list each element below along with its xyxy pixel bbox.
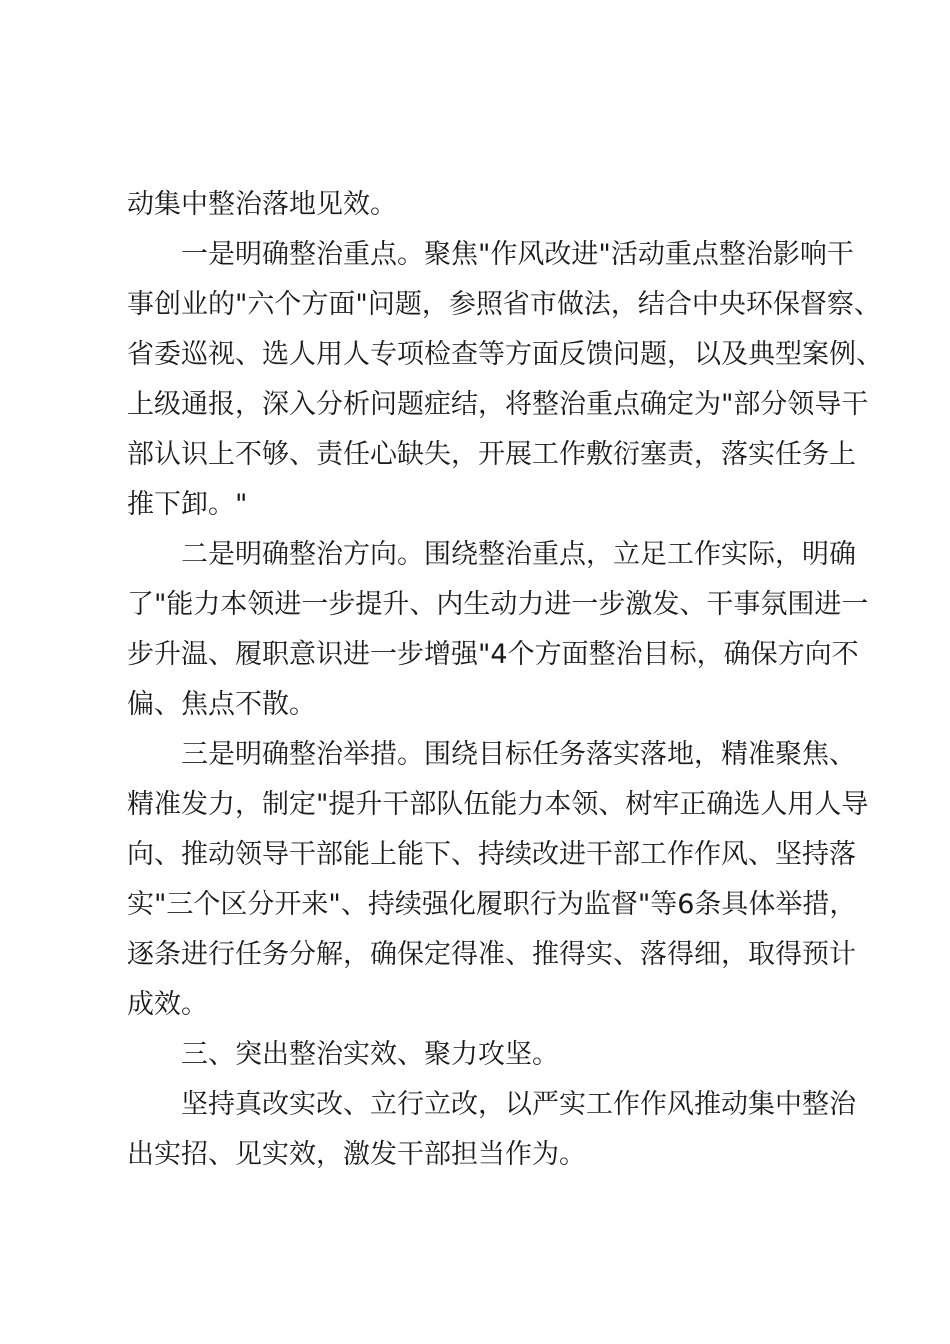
document-body: [127, 180, 883, 1180]
paragraph-heading-line: 二是明确整治方向。围绕整治重点，立足工作实际，明确: [181, 539, 856, 570]
section-heading: 三、突出整治实效、聚力攻坚。: [181, 1039, 559, 1070]
text-line: 省委巡视、选人用人专项检查等方面反馈问题，以及典型案例、: [127, 339, 883, 370]
text-line: 步升温、履职意识进一步增强"4个方面整治目标，确保方向不: [127, 639, 859, 670]
text-line: 逐条进行任务分解，确保定得准、推得实、落得细，取得预计: [127, 939, 856, 970]
text-line: 实"三个区分开来"、持续强化履职行为监督"等6条具体举措，: [127, 889, 857, 920]
paragraph-heading-line: 坚持真改实改、立行立改，以严实工作作风推动集中整治: [181, 1089, 856, 1120]
text-line: 出实招、见实效，激发干部担当作为。: [127, 1139, 586, 1170]
text-line: 上级通报，深入分析问题症结，将整治重点确定为"部分领导干: [127, 389, 869, 420]
text-line: 了"能力本领进一步提升、内生动力进一步激发、干事氛围进一: [127, 589, 869, 620]
text-line: 事创业的"六个方面"问题，参照省市做法，结合中央环保督察、: [127, 289, 881, 320]
text-line: 精准发力，制定"提升干部队伍能力本领、树牢正确选人用人导: [127, 789, 869, 820]
text-line: 部认识上不够、责任心缺失，开展工作敷衍塞责，落实任务上: [127, 439, 856, 470]
text-line: 推下卸。": [127, 489, 248, 520]
text-line: 动集中整治落地见效。: [127, 189, 397, 220]
text-line: 成效。: [127, 989, 208, 1020]
text-line: 向、推动领导干部能上能下、持续改进干部工作作风、坚持落: [127, 839, 856, 870]
paragraph-heading-line: 三是明确整治举措。围绕目标任务落实落地，精准聚焦、: [181, 739, 856, 770]
paragraph-heading-line: 一是明确整治重点。聚焦"作风改进"活动重点整治影响干: [181, 239, 854, 270]
text-line: 偏、焦点不散。: [127, 689, 316, 720]
